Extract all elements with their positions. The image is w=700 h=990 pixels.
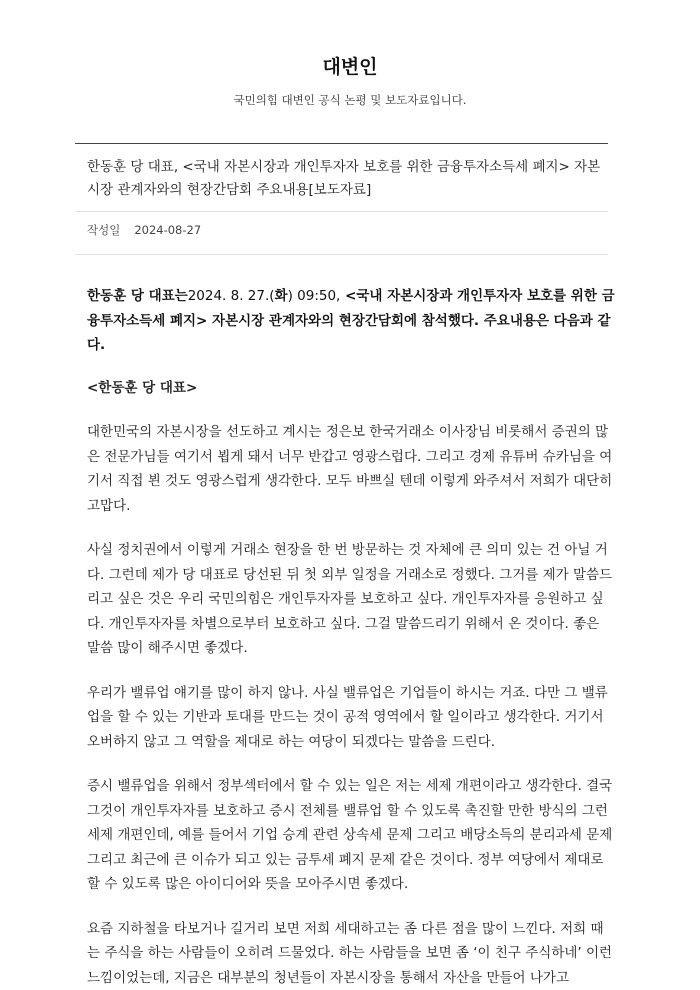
- meta-divider: [75, 254, 608, 255]
- site-description: 국민의힘 대변인 공식 논평 및 보도자료입니다.: [233, 93, 467, 107]
- lead-datetime: 2024. 8. 27.(: [187, 288, 275, 304]
- lead-prefix: 한동훈 당 대표는: [87, 288, 188, 304]
- site-title[interactable]: 대변인: [322, 56, 378, 78]
- post-meta: [87, 222, 201, 238]
- lead-time: ) 09:50,: [287, 288, 341, 304]
- date-label: 작성일: [87, 223, 121, 237]
- section-heading: <한동훈 당 대표>: [87, 379, 198, 396]
- paragraph: 대한민국의 자본시장을 선도하고 계시는 정은보 한국거래소 이사장님 비롯해서 증권의 많은 전문가님들 여기서 뵙게 돼서 너무 반갑고 영광스럽다. 그리고 경제 유튜버 슈카님을 여기서 직접 뵌 것도 영광스럽게 생각한다. 모두 바쁘실 텐데 이렇게 와주셔서 저희가 대단히 고맙다.: [87, 424, 613, 514]
- paragraph: 사실 정치권에서 이렇게 거래소 현장을 한 번 방문하는 것 자체에 큰 의미 있는 건 아닐 거다. 그런데 제가 당 대표로 당선된 뒤 첫 외부 일정을 거래소로 정했다. 그거를 제가 말씀드리고 싶은 것은 우리 국민의힘은 개인투자자를 보호하고 싶다. 개인투자자를 응원하고 싶다. 개인투자자를 차별으로부터 보호하고 싶다. 그걸 말씀드리기 위해서 온 것이다. 좋은 말씀 많이 해주시면 좋겠다.: [87, 542, 613, 656]
- paragraph: 요즘 지하철을 타보거나 길거리 보면 저희 세대하고는 좀 다른 점을 많이 느낀다. 저희 때는 주식을 하는 사람들이 오히려 드물었다. 하는 사람들을 보면 좀 ‘이 친구 주식하네’ 이런 느낌이었는데, 지금은 대부분의 청년들이 자본시장을 통해서 자산을 만들어 나가고: [87, 920, 613, 986]
- header-divider: [75, 143, 608, 144]
- paragraph: 증시 밸류업을 위해서 정부섹터에서 할 수 있는 일은 저는 세제 개편이라고 생각한다. 결국 그것이 개인투자자를 보호하고 증시 전체를 밸류업 할 수 있도록 촉진할 만한 방식의 그런 세제 개편인데, 예를 들어서 기업 승계 관련 상속세 문제 그리고 배당소득의 분리과세 문제 그리고 최근에 큰 이슈가 되고 있는 금투세 폐지 문제 같은 것이다. 정부 여당에서 제대로 할 수 있도록 많은 아이디어와 뜻을 모아주시면 좋겠다.: [87, 778, 613, 892]
- lead-paragraph: [87, 284, 615, 358]
- post-title: 한동훈 당 대표, <국내 자본시장과 개인투자자 보호를 위한 금융투자소득세 폐지> 자본시장 관계자와의 현장간담회 주요내용[보도자료]: [87, 159, 601, 198]
- lead-day: 화: [274, 288, 288, 304]
- article-body: [87, 284, 615, 990]
- title-divider: [75, 211, 608, 212]
- post-date: 2024-08-27: [134, 223, 202, 237]
- lead-rest: <국내 자본시장과 개인투자자 보호를 위한 금융투자소득세 폐지> 자본시장 관계자와의 현장간담회에 참석했다. 주요내용은 다음과 같다.: [87, 288, 615, 353]
- paragraph: 우리가 밸류업 얘기를 많이 하지 않나. 사실 밸류업은 기업들이 하시는 거죠. 다만 그 밸류업을 할 수 있는 기반과 토대를 만드는 것이 공적 영역에서 할 일이라고 생각한다. 거기서 오버하지 않고 그 역할을 제대로 하는 여당이 되겠다는 말씀을 드린다.: [87, 684, 608, 750]
